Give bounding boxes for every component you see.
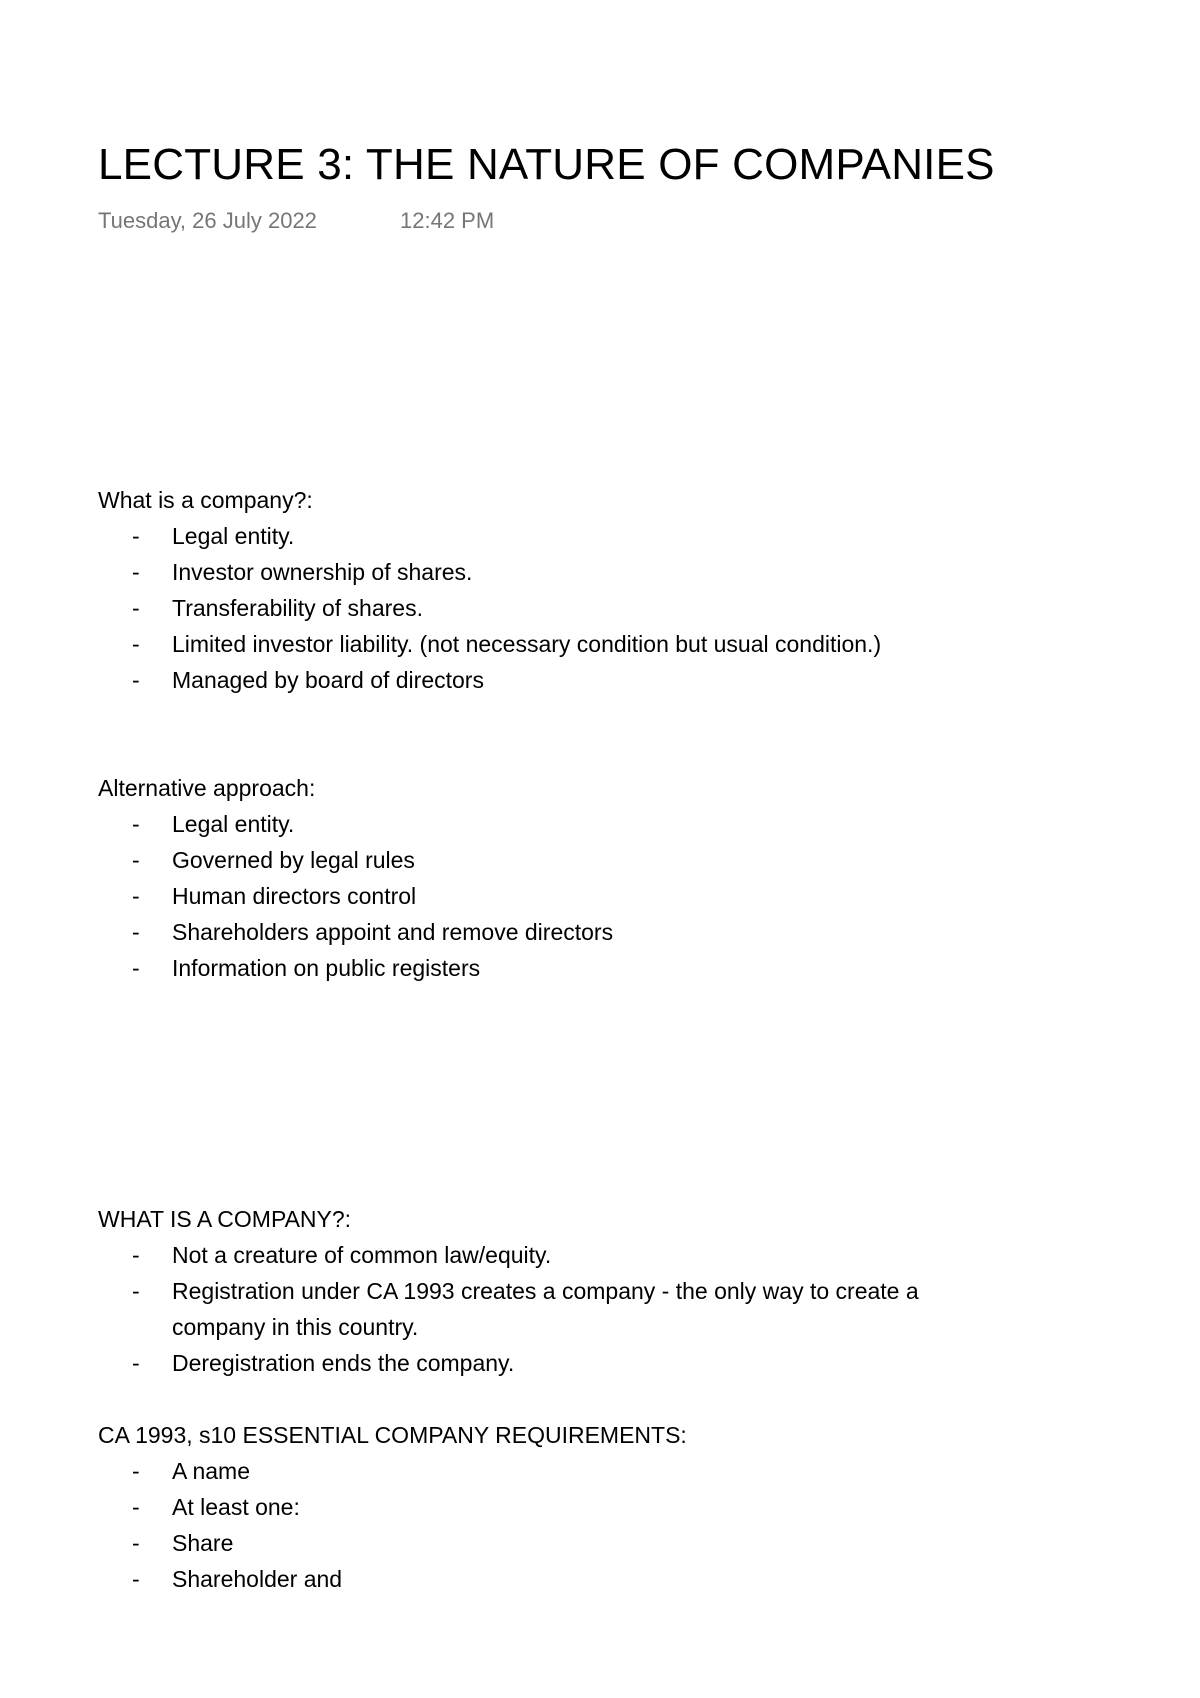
bullet-list: [98, 806, 1098, 986]
list-item: [98, 1237, 992, 1273]
list-item: [98, 842, 992, 878]
section-heading: CA 1993, s10 ESSENTIAL COMPANY REQUIREMENTS:: [98, 1422, 687, 1448]
bullet-list: [98, 1453, 1098, 1597]
list-item: [98, 518, 992, 554]
dash-bullet: -: [132, 1566, 140, 1592]
section-heading: What is a company?:: [98, 487, 313, 513]
list-item-text: Managed by board of directors: [172, 667, 484, 693]
list-item: [98, 1273, 992, 1345]
list-item-text: Not a creature of common law/equity.: [172, 1242, 552, 1268]
list-item-text: Limited investor liability. (not necessary condition but usual condition.): [172, 631, 882, 657]
list-item-text: Shareholder and: [172, 1566, 343, 1592]
dash-bullet: -: [132, 1242, 140, 1268]
list-item: [98, 914, 992, 950]
list-item-text: Deregistration ends the company.: [172, 1350, 515, 1376]
dash-bullet: -: [132, 1350, 140, 1376]
dash-bullet: -: [132, 919, 140, 945]
dash-bullet: -: [132, 847, 140, 873]
list-item-text: Governed by legal rules: [172, 847, 415, 873]
list-item-text: Registration under CA 1993 creates a company - the only way to create a company in this country.: [172, 1278, 919, 1340]
section-what-is-a-company-caps: [98, 1201, 1098, 1381]
dash-bullet: -: [132, 1530, 140, 1556]
list-item: [98, 590, 992, 626]
list-item-text: Shareholders appoint and remove directors: [172, 919, 614, 945]
section-alternative-approach: [98, 770, 1098, 986]
section-essential-requirements: [98, 1417, 1098, 1661]
page-title: LECTURE 3: THE NATURE OF COMPANIES: [98, 140, 995, 189]
list-item: [98, 662, 992, 698]
dash-bullet: -: [132, 667, 140, 693]
list-item: [98, 806, 992, 842]
dash-bullet: -: [132, 955, 140, 981]
list-item: [98, 878, 992, 914]
dash-bullet: -: [132, 631, 140, 657]
list-item: [98, 1345, 992, 1381]
note-time: 12:42 PM: [400, 208, 495, 233]
list-item-text: Transferability of shares.: [172, 595, 423, 621]
list-item-text: Legal entity.: [172, 523, 295, 549]
dash-bullet: -: [132, 1278, 140, 1304]
dash-bullet: -: [132, 559, 140, 585]
section-what-is-a-company: [98, 482, 1098, 698]
dash-bullet: -: [132, 1458, 140, 1484]
section-heading: Alternative approach:: [98, 775, 316, 801]
list-item: [98, 1453, 992, 1489]
bullet-list: [98, 518, 1098, 698]
dash-bullet: -: [132, 811, 140, 837]
list-item-text: A name: [172, 1458, 250, 1484]
list-item: [98, 950, 992, 986]
dash-bullet: -: [132, 595, 140, 621]
list-item: [98, 1489, 992, 1525]
list-item: [98, 554, 992, 590]
list-item: [98, 1525, 992, 1561]
dash-bullet: -: [132, 1494, 140, 1520]
bullet-list: [98, 1237, 1098, 1381]
list-item-text: Share: [172, 1530, 234, 1556]
dash-bullet: -: [132, 883, 140, 909]
list-item-text: Investor ownership of shares.: [172, 559, 473, 585]
note-date: Tuesday, 26 July 2022: [98, 208, 317, 233]
list-item-text: Information on public registers: [172, 955, 481, 981]
list-item: [98, 1561, 992, 1597]
dash-bullet: -: [132, 523, 140, 549]
list-item-text: Legal entity.: [172, 811, 295, 837]
list-item-text: At least one:: [172, 1494, 300, 1520]
section-heading: WHAT IS A COMPANY?:: [98, 1206, 352, 1232]
list-item: [98, 626, 992, 662]
list-item-text: Human directors control: [172, 883, 417, 909]
